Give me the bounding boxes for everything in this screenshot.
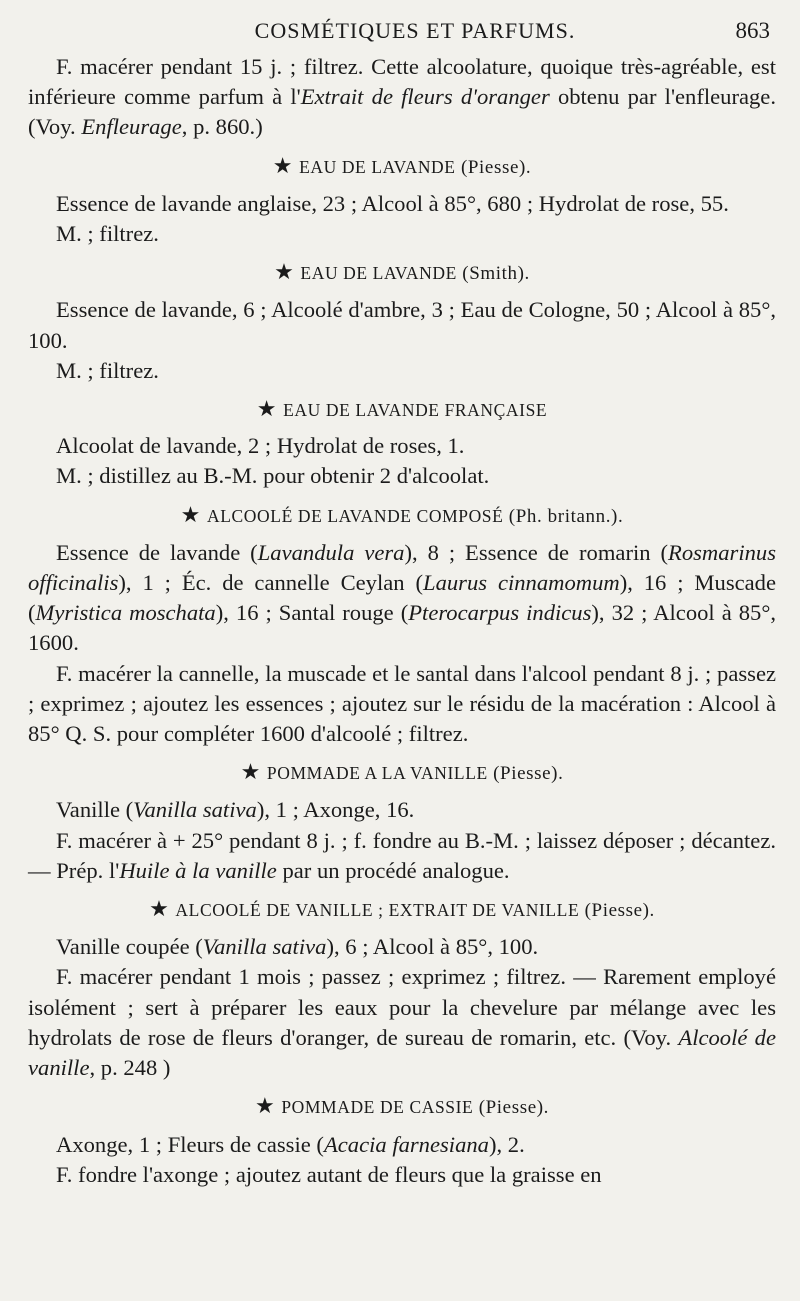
text-run: , p. 248 ) [89,1055,171,1081]
recipe-instructions: F. fondre l'axonge ; ajoutez autant de fleurs que la graisse en [56,1161,602,1187]
text-run: , p. 860.) [181,114,263,140]
text-run: obtenu par l'enfleurage. (Voy. [28,84,776,140]
text-run: ), 8 ; Essence de romarin ( [404,539,669,565]
paragraph-orange-flower-note [28,52,776,143]
text-run: Vanille ( [56,797,134,823]
page-body [28,52,776,1190]
text-run: F. macérer à + 25° pendant 8 j. ; f. fondre au B.-M. ; laissez déposer ; décantez. — Prép. l' [28,827,776,883]
italic-run: Enfleurage [81,114,182,140]
heading-pommade-de-cassie [28,1091,776,1123]
recipe-instructions: M. ; distillez au B.-M. pour obtenir 2 d'alcoolat. [56,463,490,489]
recipe-ingredients: Essence de lavande anglaise, 23 ; Alcool à 85°, 680 ; Hydrolat de rose, 55. [56,190,729,216]
recipe-ingredients [28,538,776,659]
text-run: ), 6 ; Alcool à 85°, 100. [326,934,539,960]
italic-run: Vanilla sativa [202,934,327,960]
italic-run: Acacia farnesiana [323,1131,489,1157]
text-run: ), 1 ; Éc. de cannelle Ceylan ( [118,570,423,596]
recipe-instructions: M. ; filtrez. [56,221,159,247]
star-icon: ★ [272,152,294,178]
italic-run: Extrait de fleurs d'oranger [300,84,550,110]
recipe-ingredients [28,1130,776,1160]
star-icon: ★ [254,1093,276,1119]
italic-run: Alcoolé de vanille [28,1024,776,1081]
italic-run: Rosmarinus officinalis [28,539,776,596]
italic-run: Lavandula vera [257,539,405,565]
heading-text: EAU DE LAVANDE [299,156,456,177]
text-run: F. macérer pendant 15 j. ; filtrez. Cette alcoolature, quoique très-agréable, est inférieure comme parfum à l' [28,54,776,110]
recipe-instructions [28,962,776,1083]
heading-source: (Piesse). [579,900,655,922]
heading-text: POMMADE DE CASSIE [281,1097,474,1118]
text-run: Vanille coupée ( [56,934,203,960]
italic-run: Laurus cinnamomum [423,570,620,596]
heading-alcoole-de-lavande-compose [28,500,776,532]
text-run: ), 2. [488,1131,525,1157]
recipe-instructions: F. macérer la cannelle, la muscade et le santal dans l'alcool pendant 8 j. ; passez ; exprimez ; ajoutez les essences ; ajoutez sur le résidu de la macération : Alcool à 85° Q. S. pour compléter 1600 d'alcoolé ; filtrez. [28,660,776,747]
page-number: 863 [735,18,770,43]
italic-run: Myristica moschata [35,600,216,626]
page-header [60,8,770,48]
recipe-ingredients [28,932,776,962]
recipe-instructions [28,826,776,886]
star-icon: ★ [180,501,201,527]
star-icon: ★ [149,896,170,922]
star-icon: ★ [274,259,295,285]
text-run: F. macérer pendant 1 mois ; passez ; exprimez ; filtrez. — Rarement employé isolément ; sert à préparer les eaux pour la chevelure par mélange avec les hydrolats de rose de fleurs d'oranger, de sureau de romarin, etc. (Voy. [28,964,776,1050]
text-run: Essence de lavande ( [56,539,258,565]
heading-source: (Piesse). [455,156,532,178]
text-run: ), 16 ; Muscade ( [28,570,776,626]
heading-pommade-a-la-vanille [28,757,776,789]
heading-source: (Smith). [456,263,530,285]
text-run: ), 32 ; Alcool à 85°, 1600. [28,600,777,656]
italic-run: Vanilla sativa [133,797,257,823]
heading-text: ALCOOLÉ DE LAVANDE COMPOSÉ [207,505,504,526]
heading-source: (Piesse). [487,763,564,785]
italic-run: Huile à la vanille [119,857,277,883]
recipe-ingredients: Alcoolat de lavande, 2 ; Hydrolat de roses, 1. [56,433,465,459]
heading-eau-de-lavande-francaise [28,394,776,425]
text-run: ), 1 ; Axonge, 16. [256,797,415,823]
heading-eau-de-lavande-piesse [28,151,776,183]
heading-text: ALCOOLÉ DE VANILLE ; EXTRAIT DE VANILLE [175,900,580,921]
heading-source: (Piesse). [473,1097,549,1119]
recipe-ingredients: Essence de lavande, 6 ; Alcoolé d'ambre, 3 ; Eau de Cologne, 50 ; Alcool à 85°, 100. [28,297,776,353]
heading-text: EAU DE LAVANDE [300,263,457,284]
text-run: Axonge, 1 ; Fleurs de cassie ( [56,1131,324,1157]
heading-alcoole-de-vanille [28,894,776,926]
heading-eau-de-lavande-smith [28,257,776,289]
recipe-ingredients [28,795,776,825]
star-icon: ★ [256,396,278,422]
running-title: COSMÉTIQUES ET PARFUMS. [254,18,576,43]
text-run: ), 16 ; Santal rouge ( [215,600,409,626]
text-run: par un procédé analogue. [276,857,510,883]
heading-source: (Ph. britann.). [503,505,624,527]
heading-text: POMMADE A LA VANILLE [266,763,488,784]
recipe-instructions: M. ; filtrez. [56,357,159,383]
heading-text: EAU DE LAVANDE FRANÇAISE [283,400,548,421]
star-icon: ★ [240,759,261,785]
italic-run: Pterocarpus indicus [408,600,592,626]
